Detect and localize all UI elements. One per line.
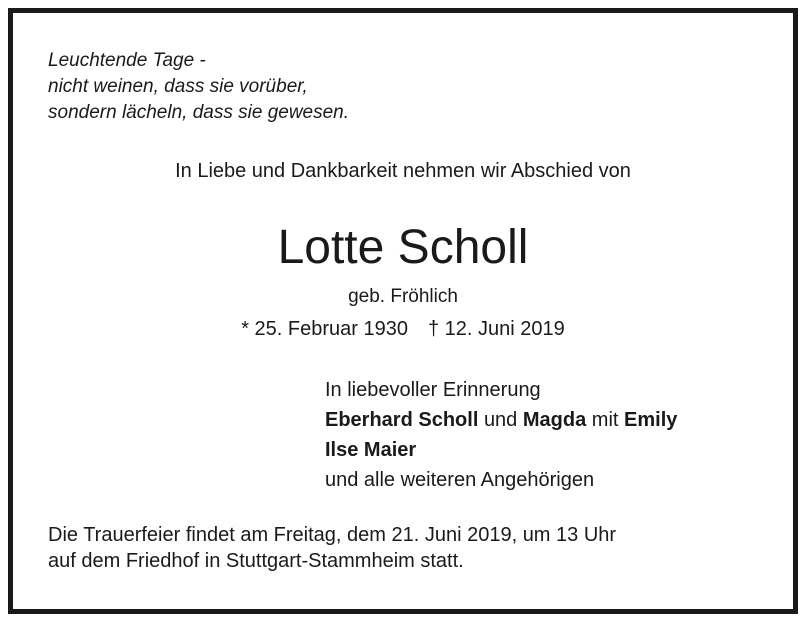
- poem-line: nicht weinen, dass sie vorüber,: [48, 76, 308, 97]
- mourner-conjunction: mit: [591, 409, 619, 431]
- funeral-line: Die Trauerfeier findet am Freitag, dem 21. Juni 2019, um 13 Uhr: [48, 524, 617, 546]
- mourner-name: Magda: [522, 409, 587, 431]
- funeral-line: auf dem Friedhof in Stuttgart-Stammheim statt.: [48, 550, 464, 572]
- mourner-conjunction: und: [483, 409, 518, 431]
- mourners-heading: In liebevoller Erinnerung: [325, 379, 541, 401]
- death-date: † 12. Juni 2019: [428, 318, 565, 340]
- funeral-info: [48, 522, 616, 574]
- mourners-block: [325, 375, 785, 495]
- mourners-names-line: [325, 435, 785, 465]
- mourners-others: und alle weiteren Angehörigen: [325, 469, 595, 491]
- poem-line: sondern lächeln, dass sie gewesen.: [48, 102, 350, 123]
- poem-line: Leuchtende Tage -: [48, 50, 206, 71]
- poem: [48, 48, 349, 126]
- birth-name: geb. Fröhlich: [348, 286, 458, 307]
- mourner-name: Eberhard Scholl: [325, 409, 479, 431]
- deceased-name: Lotte Scholl: [277, 221, 529, 274]
- birth-date: * 25. Februar 1930: [241, 318, 408, 340]
- mourner-name: Emily: [624, 409, 678, 431]
- mourners-names-line: [325, 405, 785, 435]
- life-dates: [13, 316, 793, 342]
- intro-text: In Liebe und Dankbarkeit nehmen wir Abschied von: [175, 160, 631, 182]
- obituary-notice: [8, 8, 798, 614]
- mourner-name: Ilse Maier: [325, 439, 417, 461]
